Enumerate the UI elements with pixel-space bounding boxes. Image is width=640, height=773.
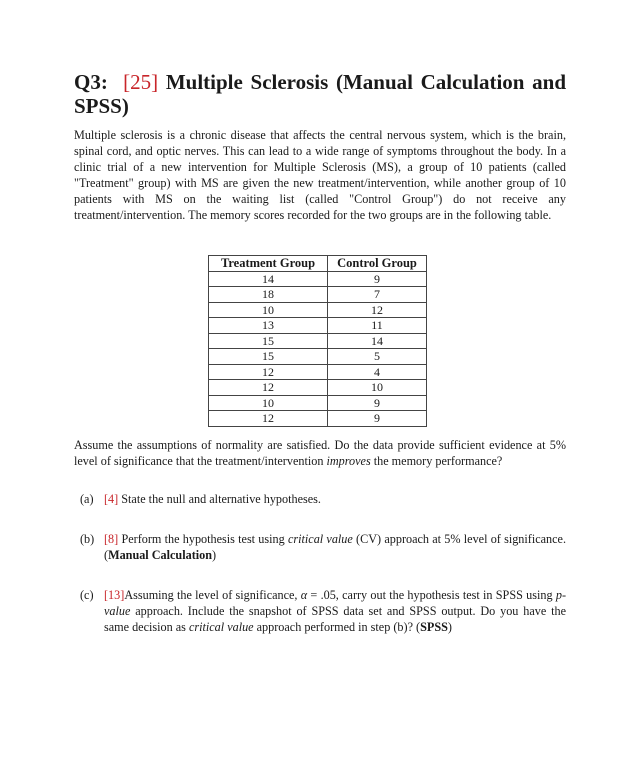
- treatment-score-cell: 12: [209, 380, 328, 396]
- part-label: (b): [80, 532, 95, 546]
- part-text: Assuming the level of significance,: [124, 588, 301, 602]
- intro-paragraph: Multiple sclerosis is a chronic disease that affects the central nervous system, which is the brain, spinal cord, and optic nerves. This can lead to a wide range of symptoms throughout the body. In a clinic trial of a new intervention for Multiple Sclerosis (MS), a group of 10 patients (called "Treatment" group) with MS are given the new treatment/intervention, while another group of 10 patients with MS on the waiting list (called "Control Group") do not receive any treatment/intervention. The memory scores recorded for the two groups are in the following table.: [74, 128, 566, 222]
- control-score-cell: 14: [328, 333, 427, 349]
- memory-scores-table: [208, 255, 427, 427]
- control-score-cell: 12: [328, 302, 427, 318]
- question-text: Assume the assumptions of normality are satisfied. Do the data provide sufficient evidence at 5% level of significance that the treatment/intervention: [74, 438, 566, 468]
- part-bold: SPSS: [420, 620, 448, 634]
- treatment-score-cell: 10: [209, 302, 328, 318]
- header-control: Control Group: [328, 256, 427, 272]
- points-badge: [4]: [104, 492, 119, 506]
- part-text: ): [212, 548, 217, 562]
- control-score-cell: 9: [328, 271, 427, 287]
- treatment-score-cell: 12: [209, 411, 328, 427]
- treatment-score-cell: 14: [209, 271, 328, 287]
- part-text: Perform the hypothesis test using: [118, 532, 288, 546]
- table-row: [209, 333, 427, 349]
- alpha-symbol: α: [300, 588, 308, 602]
- control-score-cell: 4: [328, 364, 427, 380]
- part-c: [80, 587, 566, 635]
- control-score-cell: 9: [328, 411, 427, 427]
- part-text: approach performed in step (b)? (: [253, 620, 421, 634]
- title-text: Multiple Sclerosis (Manual Calculation and SPSS): [74, 70, 567, 118]
- part-bold: Manual Calculation: [108, 548, 213, 562]
- part-text: State the null and alternative hypotheses.: [118, 492, 321, 506]
- control-score-cell: 9: [328, 395, 427, 411]
- part-emphasis: critical value: [188, 620, 254, 634]
- part-label: (c): [80, 588, 94, 602]
- points-badge: [25]: [123, 70, 159, 94]
- header-treatment: Treatment Group: [209, 256, 328, 272]
- part-text: approach. Include the snapshot of SPSS data set and SPSS output. Do you have the same decision as: [104, 604, 566, 634]
- treatment-score-cell: 12: [209, 364, 328, 380]
- question-title: [74, 70, 566, 118]
- part-b: [80, 531, 566, 563]
- part-emphasis: p-value: [104, 588, 566, 618]
- question-number: Q3:: [74, 70, 108, 94]
- table-row: [209, 364, 427, 380]
- points-badge: [8]: [104, 532, 119, 546]
- control-score-cell: 10: [328, 380, 427, 396]
- table-header-row: [209, 256, 427, 272]
- control-score-cell: 5: [328, 349, 427, 365]
- table-row: [209, 395, 427, 411]
- control-score-cell: 7: [328, 287, 427, 303]
- table-row: [209, 411, 427, 427]
- table-row: [209, 287, 427, 303]
- part-text: (CV) approach at 5% level of significance. (: [104, 532, 567, 562]
- treatment-score-cell: 13: [209, 318, 328, 334]
- part-label: (a): [80, 492, 94, 506]
- treatment-score-cell: 15: [209, 333, 328, 349]
- question-text-end: the memory performance?: [370, 453, 503, 468]
- part-a: [80, 491, 566, 507]
- table-row: [209, 271, 427, 287]
- table-row: [209, 380, 427, 396]
- part-text: ): [447, 620, 452, 634]
- treatment-score-cell: 10: [209, 395, 328, 411]
- table-row: [209, 318, 427, 334]
- control-score-cell: 11: [328, 318, 427, 334]
- treatment-score-cell: 15: [209, 349, 328, 365]
- treatment-score-cell: 18: [209, 287, 328, 303]
- points-badge: [13]: [104, 588, 125, 602]
- question-paragraph: [74, 438, 566, 470]
- part-emphasis: critical value: [287, 532, 353, 546]
- table-row: [209, 349, 427, 365]
- table-row: [209, 302, 427, 318]
- part-text: = .05, carry out the hypothesis test in SPSS using: [307, 588, 556, 602]
- question-emphasis: improves: [326, 453, 371, 468]
